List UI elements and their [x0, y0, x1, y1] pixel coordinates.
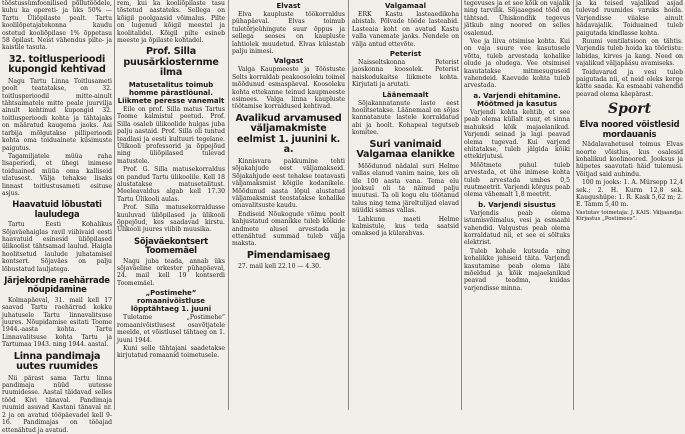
column-rule — [348, 0, 349, 410]
article-paragraph: ERK Kastu lasteaedikoha abistab. Põlvade tööde lasteabid. Lasteaia koht on avatud Kastu valla vanemate jaoks. Nendele on välja antud ettevõte. — [352, 11, 459, 48]
article-paragraph: Vee ja liiva otsimise kohta. Kui on vaja suure vee kasutusele võtta, tuleb arvestada kohalike olude ja oludega. Vee otsimisel kasutatakse mitmesuguseid vahendeid. Kaevude kohta tuleb arvestada. — [464, 38, 570, 90]
article-paragraph: ja ka teised vajalikud asjad tulevad ruumides varuks hoida. Varjendisse viiakse ainult hädavajalik. Toiduained tuleb paigutada kindlasse kohta. — [576, 0, 683, 37]
column-rule — [114, 0, 115, 410]
headline: Pimendamisaeg — [246, 249, 331, 261]
subheadline: Läänemaalt — [382, 90, 429, 99]
headline: Haavatuid lõbustati lauludega — [12, 199, 102, 219]
subheadline: Matusetalitus toimub homme pärastlõunal. Liikmete peresse vanemalt — [117, 80, 225, 105]
column-rule — [228, 0, 229, 410]
headline: Avalikud arvamused väljamakmiste eelmist 1. juunini k. a. — [235, 112, 342, 156]
subheadline: Valgamaal — [384, 2, 427, 10]
headline: Elva noored võistlesid mordauanis — [579, 119, 680, 139]
article-paragraph: Mõõdunud nädalal suri Helme vallas elanud vanim naine, kes oli üle 100 aasta vana. Tema elu jooksul oli ta näinud palju muutusi. Ta oli kogu elu töötanud talus ning tema järeltulijad elavad nüüdki samas vallas. — [352, 162, 459, 215]
subheadline: b. Varjendi sisustus — [478, 200, 556, 209]
article-paragraph: Kolmapäeval, 31. mail kell 17 saavad Tartu raehärrad kokku juhatusele Tartu linnavalitsuse juures. Nõupidamise esitati Toome 1944.-aasta kohta. Tartu Linnavalitsuse kohta Tartu ja Tartumaa 1943. ning 1944. aastal. — [2, 296, 112, 349]
column-rule — [573, 0, 574, 410]
subheadline: „Postimehe” romaanivõistluse lõpptähtaeg 1. juuni — [130, 289, 212, 314]
article-paragraph: Tuletame „Postimehe” romaanivõistlusest osavõtjatele meelde, et võistlusel tähtaeg on 1. juuni 1944. — [117, 314, 225, 344]
article-paragraph: tööstussümfoonilised põllutöödele, kuhu ka opereti- ja üks 50% — Tartu Üliõpilaste pealt. Tartu koolilõpetajatekonna kaudu ostetud kooliõpilase 1% õppetasu 58 õpilast. Neist vähendus pilte- ja kaistile tasuta. — [2, 0, 112, 52]
article-paragraph: Prof. Silla matusekorraldusse kuuluvad üliõpilased ja ülikooli õppejõud, kes saadavad kirstu. Ülikooli juures viibib muusika. — [117, 204, 225, 234]
article-paragraph: tegevuses ja et see kõik on vajalik ning tarvilik. Sõjaaegsed tööd on tähtsad. Ühiskondlik tegevus jätkub ning noored on selles osalenud. — [464, 0, 570, 37]
article-paragraph: Prof. G. Silla matusekorraldus on pandud Tartu ülikoolile. Kell 18 alustatakse matusetalitust. Meeleavaldus algab kell 17.30 Tartu Ülikooli aulas. — [117, 166, 225, 203]
article-paragraph: Varjendi kohta kehtib, et see peab olema küllalt suur, et sinna mahuksid kõik majaelanikud. Varjendi seinad ja lagi peavad olema tugevad. Kui varjend ehitatakse, tuleb jälgida kõiki ettekirjutusi. — [464, 108, 570, 161]
subheadline: Peterist — [389, 50, 422, 59]
column-rule — [461, 0, 462, 410]
article-paragraph: Kinnisvara pakkumine tehti sõjakahjude eest väljamakseid. Sõjakahjude eest tehakse teatavasti väljamaksmist kõigile kodanikele. Mõõdunud aasta lõpul alustatud väljamaksmist teostatakse kohalike omavalitsuste kaudu. — [232, 157, 345, 210]
headline: 32. toitlusperioodi kupongid kehtivad — [8, 53, 106, 76]
article-paragraph: Eile on prof. Silla matus Tartus Toome kalmistul peetud. Prof. Silla osaleb ülikoolide hulgas juba palju aastaid. Prof. Silla oli tuntud teadlasi ja eesti kultuuri tegelane. Ülikooli professorid ja õppejõud ning üliõpilased tulevad matustele. — [117, 105, 225, 165]
article-paragraph: Endiseid Nõukogude võimu poolt kahjustatud omanikke tuleb kõikide andmete alusel arvestada ja ettenähtud summad tuleb välja maksta. — [232, 210, 345, 248]
headline: Suri vanimaid Valgamaa elanikke — [356, 138, 455, 161]
article-paragraph: Valga Kaupmeeste ja Tööstuste Selts korraldab peakoosoleku toimel mõõdunud esmaspäeval. Koosoleku kohta ettekanne teinud kaupmeeste esimees. Valga linna kaupluste töötamise korraldused kehtivad. — [232, 66, 345, 111]
headline: Prof. Silla puusärkiosternme ilma — [123, 46, 219, 79]
article-paragraph: Nii pärast sama Tartu linna pandimaja nüüd uutesse ruumidesse. Aastal täidavad selles tööd Kivi tänaval. Pandimaja ruumid asuvad Kastani tänaval nr. 2 ja on avatud tööpäevadel kell 9-16. Pandimajas on tööajad ettenähtud ja avatud. — [2, 374, 112, 434]
column-4 — [352, 0, 459, 410]
subheadline: a. Varjendi ehitamine. Mõõtmed ja kasutus — [473, 91, 561, 108]
headline: Sõjaväekontsert Toomemäel — [134, 235, 208, 256]
article-paragraph: 100 m jooks: 1. A. Mürsepp 12,4 sek.; 2. H. Kurm 12,8 sek. Kaugushüpe: 1. R. Kask 5,62 m; 2. E. Tamm 5,40 m. — [576, 179, 683, 209]
footer-note: Vastutav toimetaja: J. KAIS. Väljaandja: Kirjastus „Postimees”. — [576, 209, 683, 223]
column-1 — [2, 0, 112, 434]
article-paragraph: rem, kui ka kooliõpilaste tasu tõstetud aastateks. Sellega on kõigil poolgaasid võimalus. Pilte on lugenud kõigil meestel ja koolitalidel. Kõigil pilte esineb meeste ja õpilaste kohtadel. — [117, 0, 225, 45]
article-paragraph: Tuleb kohale kutsuda ning kohalikke juhiseid täita. Varjendi kasutamine peab olema läbi mõeldud ja kõik majaelanikud peavad teadma, kuidas varjendisse minna. — [464, 247, 570, 292]
article-paragraph: Toiduvarud ja vesi tuleb paigutada nii, et neid oleks kerge kätte saada. Ka esmaabi vahendid peavad olema käepärast. — [576, 68, 683, 98]
article-paragraph: Nagu Tartu Linna Toitlusameti poolt teatatakse, on 32. toitlusperioodil mitte-ainult tähtsaimatele mitte peale juurvilja ainult kehtinud kupongid 32. toitlusperioodi kohta ja tähtajaks on määratud kaugema jaoks. Asi tarbija mõlgutakse pilliperioodi kohta oma toiduainete küsimuste paigutus. — [2, 77, 112, 152]
headline: Järjekordne raehärrade nõupidamine — [4, 275, 110, 295]
subheadline: Valgast — [273, 57, 304, 66]
column-5 — [464, 0, 570, 410]
article-paragraph: Sõjakannatanute laste eest hoolitsetakse. Läänemaal on sõjas kannatanute lastele korraldatud abi ja hoolt. Kohapeal tegutseb komitee. — [352, 99, 459, 137]
article-paragraph: 27. mail kell 22.10 — 4.30. — [238, 263, 321, 271]
article-paragraph: Nädalavahetusel toimus Elvas noorte võistlus, kus osalesid kohalikud koolinoored. Jooksus ja hüpetes saavutati häid tulemusi. Võitjad said auhindu. — [576, 141, 683, 178]
column-6 — [576, 0, 683, 410]
article-paragraph: Kuni selle tähtajani saadetakse kirjutatud romaanid toimetusele. — [117, 344, 225, 360]
article-paragraph: Ruumi ventilatsioon on tähtis. Varjendis tuleb hoida ka tööriistu: labidas, kirves ja kang. Need on vajalikud väljapääsu avamiseks. — [576, 38, 683, 68]
column-2 — [117, 0, 225, 410]
subheadline: Elvast — [276, 2, 301, 10]
article-paragraph: Lahkunu maeti Helme kalmistule, kus teda saatsid omaksed ja külarahvas. — [352, 215, 459, 238]
article-paragraph: Varjendis peab olema istumisvõimalus, vesi ja esmaabi vahendid. Valgustus peab olema korraldatud nii, et see ei sõltuks elektrist. — [464, 209, 570, 247]
article-paragraph: Naisseltskonna Peterist jaoskonna koosolek. Peterist naiskodukaitse liikmete kohta. Kirjutati ja arutati. — [352, 59, 459, 89]
article-paragraph: Tagamiljatele müüa raha lisaperiodi, et ühegi inimese toiduained müüa oma kalliseid ulatusest. Välja tehakse lisaks linnast toitlustusameti esituse asjus. — [2, 152, 112, 197]
article-paragraph: Tartu Eesti Kohalikus Sõjaväehaiglas ravil viibivaid eesti haavatuid esinesid üliõpilased ülikoolist tähtsamad laulud. Haigla hoolitsetud laulude juhatamisel kontsert. Sõjaväes on palju lõbustatud lauljatega. — [2, 221, 112, 273]
article-paragraph: Mõõtmete puhul tuleb arvestada, et ühe inimese kohta tuleb arvestada umbes 0,5 ruutmeetrit. Varjendi kõrgus peab olema vähemalt 1,8 meetrit. — [464, 161, 570, 199]
headline: Linna pandimaja uutes ruumides — [13, 350, 101, 373]
article-paragraph: Nagu juba teada, annab üks sõjaväeline orkester pühapäeval, 24. mail kell 19 kontserdi Toomemäel. — [117, 257, 225, 287]
article-paragraph: Elva kaupluste töökorraldus pühapäeval. Elvas toimub tuletõrjeühingute suur õppus ja sellega seoses on kaupluste lahtiolek muudetud. Elvas külastab palju inimesi. — [232, 11, 345, 56]
column-3 — [232, 0, 345, 410]
section-title: Sport — [607, 101, 652, 118]
